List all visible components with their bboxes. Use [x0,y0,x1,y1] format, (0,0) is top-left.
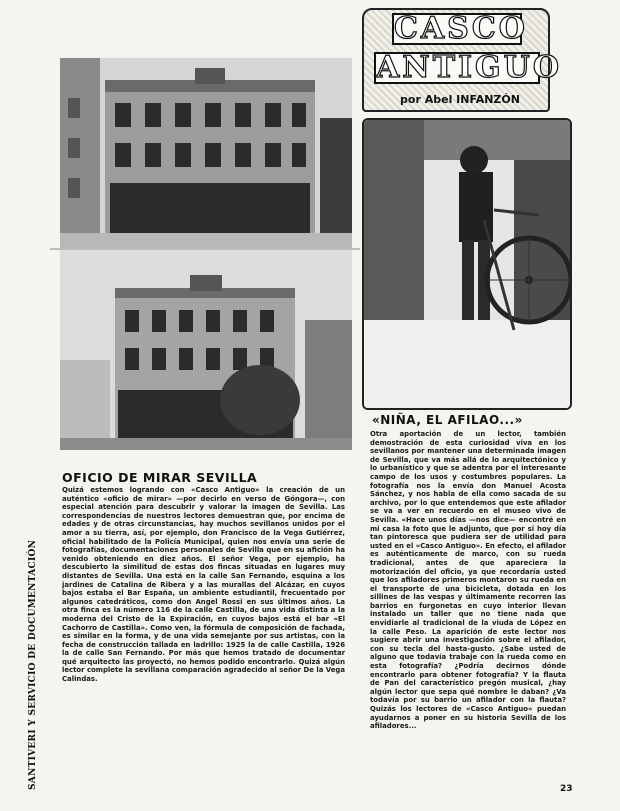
left-article-body: Quizá estemos logrando con «Casco Antiguo» la creación de un auténtico «oficio de mirar» —por decirlo en verso de Góngora—, con especial atención para descubrir y valorar la imagen de Sevilla. Las correspondencias de nuestros lectores demuestran que, por encima de edades y de otras circunstancias, hay muchos sevillanos unidos por el amor a su tierra, así, por ejemplo, don Francisco de la Vega Gutiérrez, oficial habilitado de la Policía Municipal, quien nos envía una serie de fotografías, documentaciones personales de Sevilla que en su afición ha venido obteniendo en diez años. El señor Vega, por ejemplo, ha descubierto la similitud de estas dos fincas situadas en lugares muy distantes de Sevilla. Una está en la calle San Fernando, esquina a los jardines de Catalina de Ribera y a las murallas del Alcázar, en cuyos bajos estaba el Bar España, un ambiente estudiantil, frecuentado por algunos catedráticos, como don Angel Rossi en sus últimos años. La otra finca es la número 116 de la calle Castilla, de una vida distinta a la moderna del Cristo de la Expiración, en cuyos bajos está el bar «El Cachorro de Castilla». Como ven, la fórmula de composición de fachada, es similar en la forma, y de una vida semejante por sus artistas, con la fecha de construcción tallada en ladrillo: 1925 la de calle Castilla, 1926 la de calle San Fernando. Por más que hemos tratado de documentar qué arquitecto las proyectó, no hemos podido encontrarlo. Quizá algún lector complete la sevillana comparación agradecido al señor De la Vega Calindas. [62,486,345,684]
title-antiguo: ANTIGUO [376,50,562,85]
right-article-body: Otra aportación de un lector, también demostración de esta curiosidad viva en los sevillanos por mantener una determinada imagen de Sevilla, que va más allá de lo arquitectónico y lo urbanístico y que se adentra por el interesante campo de los usos y costumbres populares. La fotografía nos la envía don Manuel Acosta Sánchez, y nos habla de ella como sacada de su archivo, por lo que entendemos que este afilador se va a ver en recuerdo en el museo vivo de Sevilla. «Hace unos días —nos dice— encontré en mi casa la foto que le adjunto, que por si hoy día tan pintoresca que pudiera ser de utilidad para usted en el «Casco Antiguo». En efecto, el afilador es auténticamente de marco, con su rueda tradicional, antes de que apareciera la motorización del oficio, ya que recordaría usted que los afiladores primeros montaron su rueda en el transporte de una bicicleta, dotada en los sillines de las vespas y últimamente recorren las barrios en furgonetas en cuyo interior llevan instalado un taller que no tiene nada que envidiarle al tradicional de la viuda de López en la calle Peso. La aparición de este lector nos sugiere abrir una investigación sobre el afilador, con su tecla del hasta-gusto. ¿Sabe usted de alguno que todavía trabaje con la rueda como en esta fotografía? ¿Podría decirnos dónde encontrarlo para obtener fotografía? Y la flauta de Pan del característico pregón musical, ¿hay algún lector que sepa qué nombre le daban? ¿Va todavía por su barrio un afilador con la flauta? Quizás los lectores de «Casco Antiguo» puedan ayudarnos a poner en su historia Sevilla de los afiladores... [370,430,566,731]
building-photo-top-drawing [60,58,352,248]
page-number: 23 [560,784,573,794]
byline: por Abel INFANZÓN [400,93,520,106]
side-credit: SANTIVERI Y SERVICIO DE DOCUMENTACIÓN [28,539,38,790]
building-photo-bottom [60,250,352,450]
building-photo-bottom-drawing [60,250,352,450]
title-casco: CASCO [394,11,528,46]
knife-grinder-photo [362,118,572,410]
left-article-headline: OFICIO DE MIRAR SEVILLA [62,470,258,485]
right-article-headline: «NIÑA, EL AFILAO...» [372,413,523,427]
building-photo-top [60,58,352,248]
knife-grinder-photo-drawing [364,120,570,408]
